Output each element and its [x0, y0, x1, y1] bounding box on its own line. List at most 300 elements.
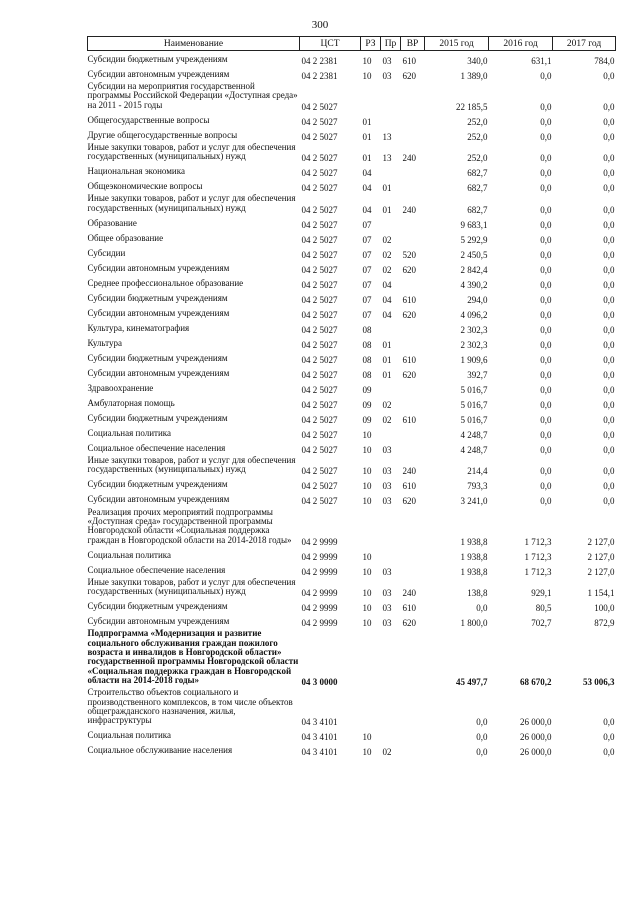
- row-value-2017: 0,0: [603, 204, 615, 215]
- row-name: Иные закупки товаров, работ и услуг для обеспечения государственных (муниципальных) нужд: [87, 193, 296, 213]
- row-value-2015: 1 909,6: [460, 354, 488, 365]
- row-value-2017: 53 006,3: [583, 676, 615, 687]
- row-pr: [381, 215, 401, 230]
- row-rz: 07: [362, 234, 372, 245]
- row-vr: [401, 275, 425, 290]
- row-vr: [401, 320, 425, 335]
- row-value-2016: 0,0: [540, 70, 552, 81]
- header-name: Наименование: [88, 37, 300, 51]
- row-cst: 04 2 5027: [301, 444, 338, 455]
- row-cst: 04 2 5027: [301, 309, 338, 320]
- row-pr: 03: [382, 618, 392, 629]
- table-row: [88, 380, 616, 395]
- table-row: [88, 66, 616, 81]
- row-cst: 04 2 5027: [301, 369, 338, 380]
- row-cst: 04 2 5027: [301, 414, 338, 425]
- row-name: Субсидии бюджетным учреждениям: [87, 352, 228, 363]
- row-value-2015: 252,0: [467, 131, 488, 142]
- row-pr: 02: [382, 747, 392, 758]
- row-pr: 03: [382, 603, 392, 614]
- row-value-2015: 9 683,1: [460, 219, 488, 230]
- row-vr: 610: [402, 603, 416, 614]
- row-cst: 04 2 5027: [301, 168, 338, 179]
- row-name: Субсидии бюджетным учреждениям: [87, 412, 228, 423]
- row-pr: 03: [382, 444, 392, 455]
- row-value-2017: 0,0: [603, 414, 615, 425]
- row-pr: [381, 163, 401, 178]
- table-row: [88, 477, 616, 492]
- row-name: Образование: [87, 217, 137, 228]
- row-value-2016: 0,0: [540, 131, 552, 142]
- table-row: [88, 260, 616, 275]
- row-value-2017: 0,0: [603, 234, 615, 245]
- row-value-2017: 2 127,0: [587, 536, 615, 547]
- row-vr: 240: [402, 153, 416, 164]
- row-pr: 04: [382, 309, 392, 320]
- row-value-2016: 26 000,0: [520, 747, 552, 758]
- row-value-2016: 0,0: [540, 168, 552, 179]
- row-rz: 07: [362, 249, 372, 260]
- row-vr: [401, 230, 425, 245]
- row-vr: 610: [402, 354, 416, 365]
- row-value-2017: 0,0: [603, 384, 615, 395]
- row-value-2017: 0,0: [603, 153, 615, 164]
- row-value-2015: 5 016,7: [460, 399, 488, 410]
- row-value-2017: 0,0: [603, 339, 615, 350]
- row-value-2015: 214,4: [467, 466, 488, 477]
- table-header-row: [88, 37, 616, 51]
- header-rz: РЗ: [361, 37, 381, 51]
- row-name: Национальная экономика: [87, 166, 185, 177]
- row-vr: [401, 380, 425, 395]
- row-value-2015: 0,0: [476, 747, 488, 758]
- row-pr: 04: [382, 279, 392, 290]
- table-row: [88, 547, 616, 562]
- row-rz: 10: [362, 566, 372, 577]
- row-value-2016: 0,0: [540, 384, 552, 395]
- row-value-2015: 793,3: [467, 481, 488, 492]
- row-cst: 04 2 5027: [301, 101, 338, 112]
- row-value-2015: 5 292,9: [460, 234, 488, 245]
- row-cst: 04 2 5027: [301, 496, 338, 507]
- row-rz: [361, 628, 381, 687]
- table-row: [88, 127, 616, 142]
- row-value-2016: 80,5: [535, 603, 552, 614]
- row-name: Субсидии: [87, 247, 126, 258]
- row-value-2016: 68 670,2: [520, 676, 552, 687]
- row-pr: 01: [382, 204, 392, 215]
- row-value-2016: 0,0: [540, 309, 552, 320]
- row-rz: 10: [362, 55, 372, 66]
- row-rz: 10: [362, 481, 372, 492]
- table-row: [88, 142, 616, 164]
- row-cst: 04 2 9999: [301, 551, 338, 562]
- row-value-2016: 0,0: [540, 399, 552, 410]
- row-pr: [381, 320, 401, 335]
- row-cst: 04 2 5027: [301, 183, 338, 194]
- row-cst: 04 2 9999: [301, 618, 338, 629]
- row-cst: 04 2 9999: [301, 588, 338, 599]
- row-value-2017: 2 127,0: [587, 566, 615, 577]
- row-rz: 10: [362, 618, 372, 629]
- row-name: Субсидии автономным учреждениям: [87, 68, 230, 79]
- table-row: [88, 492, 616, 507]
- row-value-2015: 4 096,2: [460, 309, 488, 320]
- row-rz: 07: [362, 294, 372, 305]
- row-value-2015: 2 302,3: [460, 324, 488, 335]
- table-row: [88, 687, 616, 727]
- header-2015: 2015 год: [425, 37, 489, 51]
- row-rz: 09: [362, 384, 372, 395]
- table-row: [88, 163, 616, 178]
- table-row: [88, 577, 616, 599]
- row-rz: 10: [362, 551, 372, 562]
- row-value-2016: 631,1: [531, 55, 552, 66]
- row-cst: 04 3 4101: [301, 717, 338, 728]
- row-name: Субсидии бюджетным учреждениям: [87, 479, 228, 490]
- row-value-2015: 0,0: [476, 717, 488, 728]
- row-value-2016: 0,0: [540, 481, 552, 492]
- row-value-2016: 0,0: [540, 153, 552, 164]
- row-pr: 02: [382, 249, 392, 260]
- table-row: [88, 455, 616, 477]
- table-row: [88, 81, 616, 112]
- row-name: Субсидии автономным учреждениям: [87, 262, 230, 273]
- row-name: Общее образование: [87, 232, 164, 243]
- row-vr: 620: [402, 496, 416, 507]
- row-value-2016: 1 712,3: [524, 536, 552, 547]
- row-value-2017: 0,0: [603, 70, 615, 81]
- row-value-2017: 784,0: [594, 55, 615, 66]
- row-rz: [361, 81, 381, 112]
- row-cst: 04 2 5027: [301, 466, 338, 477]
- row-cst: 04 2 5027: [301, 249, 338, 260]
- table-row: [88, 51, 616, 67]
- header-pr: Пр: [381, 37, 401, 51]
- row-value-2015: 252,0: [467, 153, 488, 164]
- row-value-2017: 0,0: [603, 294, 615, 305]
- row-value-2015: 1 938,8: [460, 536, 488, 547]
- table-row: [88, 245, 616, 260]
- row-vr: 620: [402, 264, 416, 275]
- row-value-2015: 2 842,4: [460, 264, 488, 275]
- row-cst: 04 2 5027: [301, 234, 338, 245]
- row-pr: 13: [382, 153, 392, 164]
- row-name: Субсидии бюджетным учреждениям: [87, 53, 228, 64]
- row-cst: 04 2 2381: [301, 55, 338, 66]
- row-pr: 03: [382, 588, 392, 599]
- row-rz: 08: [362, 339, 372, 350]
- row-value-2016: 26 000,0: [520, 717, 552, 728]
- page-number: 300: [311, 19, 329, 31]
- row-rz: 04: [362, 168, 372, 179]
- row-rz: 10: [362, 747, 372, 758]
- row-value-2017: 0,0: [603, 747, 615, 758]
- row-vr: [401, 395, 425, 410]
- row-value-2016: 0,0: [540, 414, 552, 425]
- row-pr: [381, 81, 401, 112]
- row-vr: 240: [402, 466, 416, 477]
- row-cst: 04 2 5027: [301, 116, 338, 127]
- table-row: [88, 215, 616, 230]
- row-pr: 02: [382, 234, 392, 245]
- row-cst: 04 2 5027: [301, 339, 338, 350]
- row-rz: 10: [362, 70, 372, 81]
- table-row: [88, 178, 616, 193]
- row-name: Социальная политика: [87, 730, 171, 741]
- row-value-2016: 0,0: [540, 496, 552, 507]
- table-row: [88, 320, 616, 335]
- row-value-2017: 0,0: [603, 481, 615, 492]
- row-pr: 01: [382, 369, 392, 380]
- row-pr: 03: [382, 55, 392, 66]
- row-value-2015: 682,7: [467, 168, 488, 179]
- row-pr: 02: [382, 264, 392, 275]
- row-value-2015: 5 016,7: [460, 414, 488, 425]
- row-name: Амбулаторная помощь: [87, 397, 175, 408]
- row-rz: 10: [362, 603, 372, 614]
- row-value-2016: 0,0: [540, 354, 552, 365]
- row-value-2017: 0,0: [603, 444, 615, 455]
- row-vr: [401, 112, 425, 127]
- table-row: [88, 290, 616, 305]
- row-value-2016: 0,0: [540, 116, 552, 127]
- row-pr: 01: [382, 354, 392, 365]
- row-value-2016: 0,0: [540, 249, 552, 260]
- row-rz: 01: [362, 131, 372, 142]
- row-cst: 04 2 5027: [301, 384, 338, 395]
- row-value-2016: 0,0: [540, 234, 552, 245]
- row-cst: 04 2 5027: [301, 294, 338, 305]
- row-vr: [401, 727, 425, 742]
- row-pr: [381, 507, 401, 547]
- row-vr: [401, 562, 425, 577]
- row-value-2016: 0,0: [540, 429, 552, 440]
- row-pr: 03: [382, 496, 392, 507]
- row-value-2015: 294,0: [467, 294, 488, 305]
- row-cst: 04 2 5027: [301, 279, 338, 290]
- row-cst: 04 3 4101: [301, 732, 338, 743]
- row-value-2017: 0,0: [603, 429, 615, 440]
- budget-table: [87, 36, 616, 757]
- row-value-2017: 0,0: [603, 183, 615, 194]
- table-row: [88, 727, 616, 742]
- header-2017: 2017 год: [553, 37, 616, 51]
- row-value-2016: 929,1: [531, 588, 552, 599]
- row-value-2016: 0,0: [540, 294, 552, 305]
- row-cst: 04 2 5027: [301, 324, 338, 335]
- row-rz: 10: [362, 588, 372, 599]
- row-name: Субсидии автономным учреждениям: [87, 616, 230, 627]
- row-vr: 620: [402, 369, 416, 380]
- table-row: [88, 440, 616, 455]
- table-row: [88, 350, 616, 365]
- row-value-2015: 5 016,7: [460, 384, 488, 395]
- row-pr: [381, 687, 401, 727]
- table-row: [88, 613, 616, 628]
- row-pr: [381, 727, 401, 742]
- row-value-2016: 0,0: [540, 183, 552, 194]
- table-body: [88, 51, 616, 758]
- row-value-2017: 0,0: [603, 496, 615, 507]
- row-cst: 04 2 5027: [301, 399, 338, 410]
- row-rz: 07: [362, 264, 372, 275]
- row-vr: 610: [402, 294, 416, 305]
- row-rz: [361, 687, 381, 727]
- row-value-2017: 1 154,1: [587, 588, 615, 599]
- row-value-2015: 4 390,2: [460, 279, 488, 290]
- row-cst: 04 2 5027: [301, 429, 338, 440]
- row-value-2017: 0,0: [603, 369, 615, 380]
- row-vr: [401, 215, 425, 230]
- row-value-2016: 0,0: [540, 339, 552, 350]
- row-name: Здравоохранение: [87, 382, 154, 393]
- row-value-2015: 682,7: [467, 183, 488, 194]
- row-cst: 04 2 2381: [301, 70, 338, 81]
- row-name: Субсидии автономным учреждениям: [87, 494, 230, 505]
- row-cst: 04 3 4101: [301, 747, 338, 758]
- row-vr: [401, 335, 425, 350]
- table-row: [88, 230, 616, 245]
- row-value-2016: 0,0: [540, 264, 552, 275]
- row-name: Строительство объектов социального и производственного комплексов, в том числе объектов общегражданского назначения, жилья, инфраструктуры: [87, 687, 293, 726]
- row-rz: 01: [362, 153, 372, 164]
- row-cst: 04 2 5027: [301, 131, 338, 142]
- row-value-2017: 0,0: [603, 264, 615, 275]
- row-rz: 01: [362, 116, 372, 127]
- row-value-2015: 1 938,8: [460, 551, 488, 562]
- row-value-2017: 0,0: [603, 466, 615, 477]
- row-value-2017: 0,0: [603, 116, 615, 127]
- row-value-2017: 0,0: [603, 324, 615, 335]
- row-name: Иные закупки товаров, работ и услуг для обеспечения государственных (муниципальных) нужд: [87, 141, 296, 162]
- table-row: [88, 365, 616, 380]
- row-pr: [381, 425, 401, 440]
- row-value-2015: 2 302,3: [460, 339, 488, 350]
- table-row: [88, 562, 616, 577]
- budget-table-container: [87, 36, 615, 757]
- row-rz: 08: [362, 354, 372, 365]
- row-rz: 10: [362, 444, 372, 455]
- row-name: Субсидии автономным учреждениям: [87, 367, 230, 378]
- row-vr: [401, 425, 425, 440]
- row-value-2017: 0,0: [603, 309, 615, 320]
- row-vr: [401, 687, 425, 727]
- row-vr: 240: [402, 588, 416, 599]
- row-vr: [401, 81, 425, 112]
- row-pr: 02: [382, 399, 392, 410]
- row-name: Иные закупки товаров, работ и услуг для обеспечения государственных (муниципальных) нужд: [87, 455, 296, 475]
- row-value-2016: 0,0: [540, 466, 552, 477]
- row-rz: 08: [362, 369, 372, 380]
- row-pr: 03: [382, 70, 392, 81]
- row-rz: 07: [362, 309, 372, 320]
- row-value-2015: 2 450,5: [460, 249, 488, 260]
- row-value-2017: 0,0: [603, 249, 615, 260]
- row-rz: [361, 507, 381, 547]
- row-cst: 04 2 5027: [301, 219, 338, 230]
- row-pr: [381, 547, 401, 562]
- row-vr: 610: [402, 414, 416, 425]
- row-cst: 04 2 9999: [301, 536, 338, 547]
- row-pr: 02: [382, 414, 392, 425]
- row-value-2017: 0,0: [603, 219, 615, 230]
- row-vr: [401, 628, 425, 687]
- row-pr: 01: [382, 339, 392, 350]
- row-value-2015: 1 800,0: [460, 618, 488, 629]
- row-vr: [401, 440, 425, 455]
- row-rz: 10: [362, 496, 372, 507]
- row-value-2015: 392,7: [467, 369, 488, 380]
- row-value-2015: 22 185,5: [456, 101, 488, 112]
- header-vr: ВР: [401, 37, 425, 51]
- row-cst: 04 2 5027: [301, 354, 338, 365]
- row-name: Реализация прочих мероприятий подпрограммы «Доступная среда» государственной программы Новгородской области «Социальная поддержка граждан в Новгородской области на 2014-2018 годы»: [87, 506, 292, 545]
- row-value-2016: 702,7: [531, 618, 552, 629]
- row-value-2015: 4 248,7: [460, 444, 488, 455]
- row-vr: 610: [402, 481, 416, 492]
- row-value-2017: 0,0: [603, 399, 615, 410]
- row-value-2017: 0,0: [603, 279, 615, 290]
- row-value-2016: 26 000,0: [520, 732, 552, 743]
- row-rz: 10: [362, 429, 372, 440]
- row-rz: 10: [362, 466, 372, 477]
- table-row: [88, 742, 616, 757]
- row-cst: 04 2 5027: [301, 264, 338, 275]
- row-pr: 01: [382, 183, 392, 194]
- row-pr: 03: [382, 466, 392, 477]
- table-row: [88, 598, 616, 613]
- row-value-2017: 0,0: [603, 101, 615, 112]
- row-value-2017: 100,0: [594, 603, 615, 614]
- row-value-2016: 1 712,3: [524, 551, 552, 562]
- row-vr: 620: [402, 70, 416, 81]
- row-vr: [401, 547, 425, 562]
- row-value-2015: 0,0: [476, 732, 488, 743]
- row-value-2015: 4 248,7: [460, 429, 488, 440]
- row-name: Социальное обслуживание населения: [87, 745, 233, 756]
- row-rz: 09: [362, 399, 372, 410]
- row-pr: 03: [382, 566, 392, 577]
- row-rz: 07: [362, 279, 372, 290]
- row-vr: 610: [402, 55, 416, 66]
- row-name: Среднее профессиональное образование: [87, 277, 244, 288]
- row-value-2015: 1 389,0: [460, 70, 488, 81]
- row-pr: [381, 380, 401, 395]
- row-rz: 04: [362, 204, 372, 215]
- row-vr: [401, 178, 425, 193]
- row-vr: 520: [402, 249, 416, 260]
- table-row: [88, 410, 616, 425]
- row-cst: 04 2 5027: [301, 204, 338, 215]
- row-pr: 13: [382, 131, 392, 142]
- row-value-2015: 1 938,8: [460, 566, 488, 577]
- row-value-2015: 252,0: [467, 116, 488, 127]
- row-value-2015: 682,7: [467, 204, 488, 215]
- row-value-2016: 0,0: [540, 324, 552, 335]
- row-pr: [381, 628, 401, 687]
- row-pr: [381, 112, 401, 127]
- table-row: [88, 395, 616, 410]
- table-row: [88, 628, 616, 687]
- row-value-2017: 0,0: [603, 732, 615, 743]
- row-value-2016: 1 712,3: [524, 566, 552, 577]
- row-cst: 04 2 5027: [301, 153, 338, 164]
- row-value-2016: 0,0: [540, 444, 552, 455]
- row-rz: 09: [362, 414, 372, 425]
- row-pr: 04: [382, 294, 392, 305]
- row-name: Другие общегосударственные вопросы: [87, 129, 238, 140]
